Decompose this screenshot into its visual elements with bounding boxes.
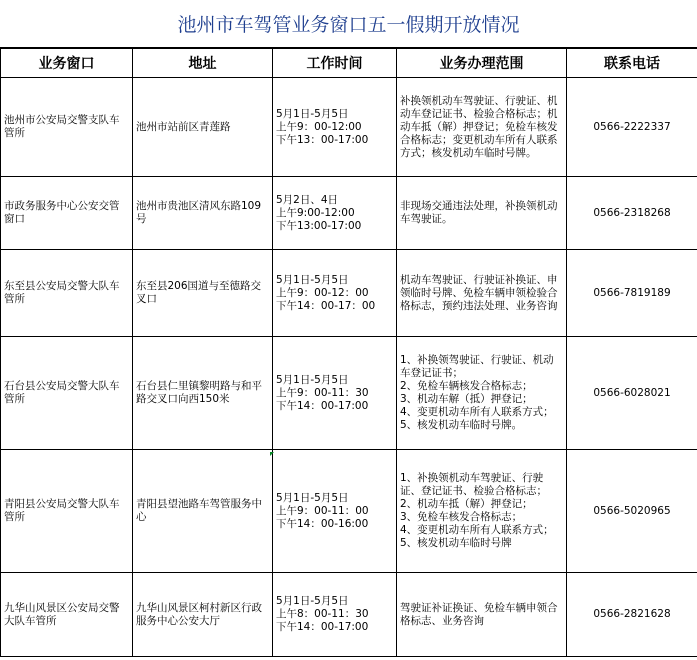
hours-morning: 上午9：00-11：00 bbox=[276, 504, 369, 517]
hours-dates: 5月1日-5月5日 bbox=[276, 107, 349, 120]
scope-item: 3、机动车解（抵）押登记； bbox=[400, 393, 533, 405]
scope-item: 2、机动车抵（解）押登记； bbox=[400, 498, 533, 510]
address-cell[interactable]: 九华山风景区柯村新区行政服务中心公安大厅 bbox=[133, 573, 273, 657]
scope-cell[interactable] bbox=[397, 337, 567, 450]
phone-cell[interactable]: 0566-7819189 bbox=[567, 250, 697, 337]
hours-cell[interactable] bbox=[273, 337, 397, 450]
header-row bbox=[1, 49, 697, 78]
window-cell[interactable]: 池州市公安局交警支队车管所 bbox=[1, 78, 133, 177]
scope-cell[interactable]: 补换领机动车驾驶证、行驶证、机动车登记证书、检验合格标志；机动车抵（解）押登记；免检车核发合格标志；变更机动车所有人联系方式；核发机动车临时号牌。 bbox=[397, 78, 567, 177]
address-cell[interactable]: 石台县仁里镇黎明路与和平路交叉口向西150米 bbox=[133, 337, 273, 450]
scope-item: 2、免检车辆核发合格标志； bbox=[400, 380, 533, 392]
column-header-phone: 联系电话 bbox=[567, 49, 697, 78]
hours-cell[interactable] bbox=[273, 177, 397, 250]
scope-item: 5、核发机动车临时号牌 bbox=[400, 537, 512, 549]
phone-cell[interactable]: 0566-2222337 bbox=[567, 78, 697, 177]
address-cell[interactable]: 青阳县望池路车驾管服务中心 bbox=[133, 450, 273, 573]
phone-cell[interactable]: 0566-2821628 bbox=[567, 573, 697, 657]
hours-afternoon: 下午14：00-16:00 bbox=[276, 517, 369, 530]
phone-cell[interactable]: 0566-5020965 bbox=[567, 450, 697, 573]
hours-cell[interactable] bbox=[273, 78, 397, 177]
table-row bbox=[1, 450, 697, 573]
scope-item: 1、补换领驾驶证、行驶证、机动车登记证书； bbox=[400, 354, 554, 379]
hours-dates: 5月1日-5月5日 bbox=[276, 491, 349, 504]
scope-item: 4、变更机动车所有人联系方式； bbox=[400, 406, 554, 418]
address-cell[interactable]: 池州市贵池区清风东路109号 bbox=[133, 177, 273, 250]
hours-morning: 上午8：00-11：30 bbox=[276, 608, 369, 620]
phone-cell[interactable]: 0566-2318268 bbox=[567, 177, 697, 250]
hours-morning: 上午9：00-12：00 bbox=[276, 286, 369, 299]
column-header-address: 地址 bbox=[133, 49, 273, 78]
scope-cell[interactable]: 驾驶证补证换证、免检车辆申领合格标志、业务咨询 bbox=[397, 573, 567, 657]
hours-afternoon: 下午13：00-17:00 bbox=[276, 133, 369, 146]
table-row bbox=[1, 573, 697, 657]
scope-cell[interactable] bbox=[397, 450, 567, 573]
address-cell[interactable]: 东至县206国道与至德路交叉口 bbox=[133, 250, 273, 337]
column-header-hours: 工作时间 bbox=[273, 49, 397, 78]
table-row bbox=[1, 177, 697, 250]
schedule-table bbox=[0, 48, 697, 657]
hours-cell[interactable] bbox=[273, 573, 397, 657]
table-row bbox=[1, 250, 697, 337]
hours-morning: 上午9:00-12:00 bbox=[276, 206, 355, 219]
cell-comment-marker bbox=[270, 452, 274, 456]
address-cell[interactable]: 池州市站前区青莲路 bbox=[133, 78, 273, 177]
window-cell[interactable]: 东至县公安局交警大队车管所 bbox=[1, 250, 133, 337]
window-cell[interactable]: 青阳县公安局交警大队车管所 bbox=[1, 450, 133, 573]
hours-morning: 上午9：00-12:00 bbox=[276, 120, 362, 133]
scope-item: 1、补换领机动车驾驶证、行驶证、登记证书、检验合格标志； bbox=[400, 472, 547, 497]
scope-item: 5、核发机动车临时号牌。 bbox=[400, 419, 523, 431]
scope-item: 3、免检车核发合格标志； bbox=[400, 511, 523, 523]
page-title: 池州市车驾管业务窗口五一假期开放情况 bbox=[0, 0, 697, 48]
window-cell[interactable]: 市政务服务中心公安交管窗口 bbox=[1, 177, 133, 250]
window-cell[interactable]: 石台县公安局交警大队车管所 bbox=[1, 337, 133, 450]
hours-cell[interactable] bbox=[273, 250, 397, 337]
table-row bbox=[1, 78, 697, 177]
hours-dates: 5月1日-5月5日 bbox=[276, 273, 349, 286]
scope-item: 4、变更机动车所有人联系方式； bbox=[400, 524, 554, 536]
hours-morning: 上午9：00-11：30 bbox=[276, 386, 369, 399]
column-header-scope: 业务办理范围 bbox=[397, 49, 567, 78]
hours-dates: 5月2日、4日 bbox=[276, 193, 339, 206]
scope-cell[interactable]: 机动车驾驶证、行驶证补换证、申领临时号牌、免检车辆申领检验合格标志，预约违法处理、业务咨询 bbox=[397, 250, 567, 337]
scope-cell[interactable]: 非现场交通违法处理，补换领机动车驾驶证。 bbox=[397, 177, 567, 250]
hours-afternoon: 下午13:00-17:00 bbox=[276, 219, 362, 232]
table-row bbox=[1, 337, 697, 450]
column-header-window: 业务窗口 bbox=[1, 49, 133, 78]
hours-dates: 5月1日-5月5日 bbox=[276, 373, 349, 386]
hours-afternoon: 下午14：00-17:00 bbox=[276, 399, 369, 412]
hours-dates: 5月1日-5月5日 bbox=[276, 595, 349, 607]
hours-afternoon: 下午14：00-17:00 bbox=[276, 621, 369, 633]
window-cell[interactable]: 九华山风景区公安局交警大队车管所 bbox=[1, 573, 133, 657]
hours-cell[interactable] bbox=[273, 450, 397, 573]
hours-afternoon: 下午14：00-17：00 bbox=[276, 299, 376, 312]
phone-cell[interactable]: 0566-6028021 bbox=[567, 337, 697, 450]
